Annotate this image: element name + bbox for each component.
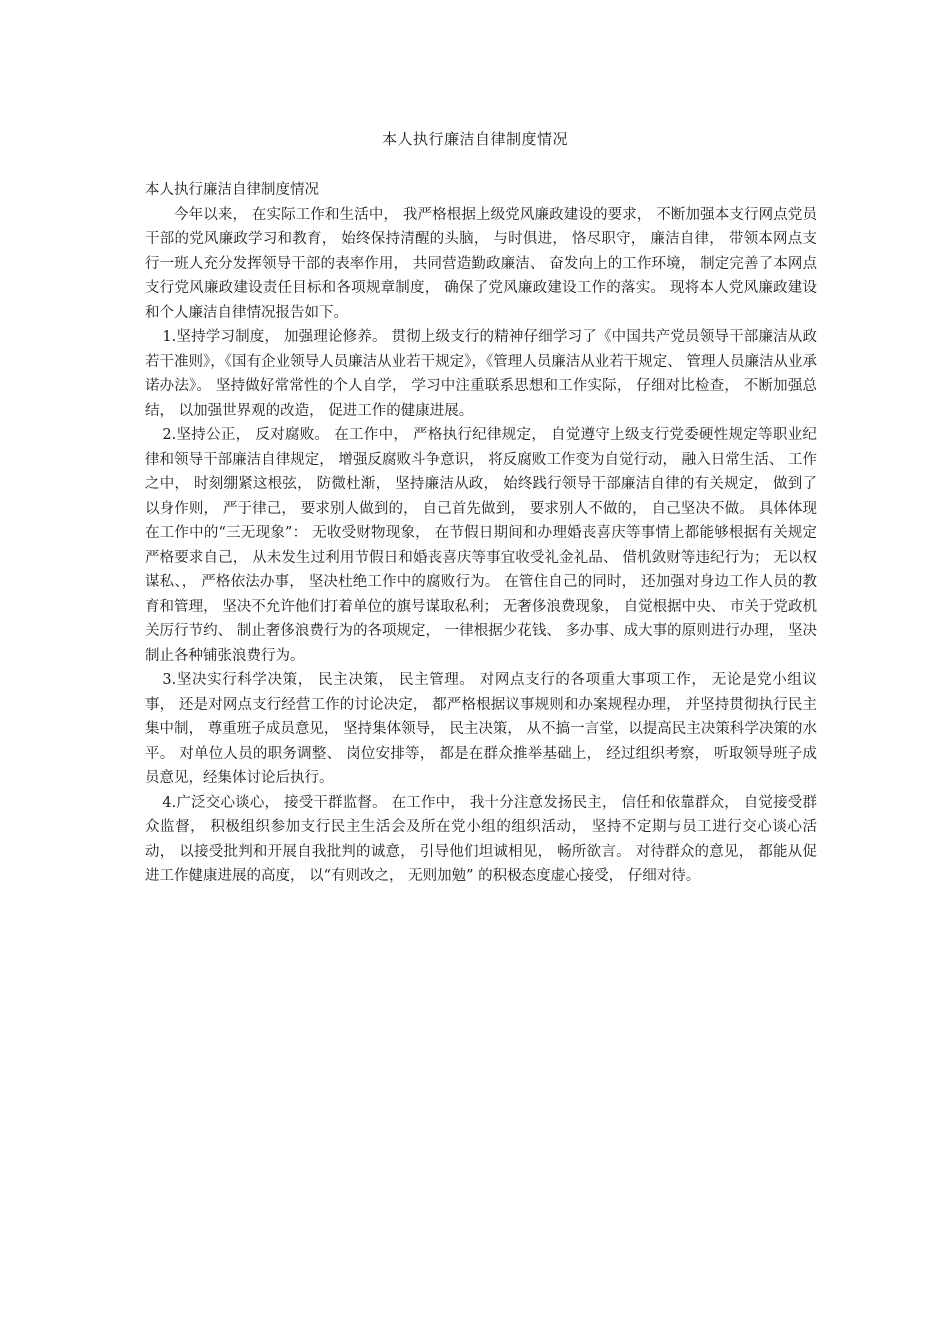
intro-paragraph: 今年以来， 在实际工作和生活中， 我严格根据上级党风廉政建设的要求， 不断加强本支行网点党员干部的党风廉政学习和教育， 始终保持清醒的头脑， 与时俱进， 恪尽职守， 廉洁自律， 带领本网点支行一班人充分发挥领导干部的表率作用， 共同营造勤政廉洁、 奋发向上的工作环境， 制定完善了本网点支行党风廉政建设责任目标和各项规章制度， 确保了党风廉政建设工作的落实。 现将本人党风廉政建设和个人廉洁自律情况报告如下。 (145, 206, 817, 321)
section-3-paragraph: 3.坚决实行科学决策， 民主决策， 民主管理。 对网点支行的各项重大事项工作， 无论是党小组议事， 还是对网点支行经营工作的讨论决定， 都严格根据议事规则和办案规程办理， 并坚持贯彻执行民主集中制， 尊重班子成员意见， 坚持集体领导， 民主决策， 从不搞一言堂，以提高民主决策科学决策的水平。 对单位人员的职务调整、 岗位安排等， 都是在群众推举基础上， 经过组织考察， 听取领导班子成员意见，经集体讨论后执行。 (145, 672, 817, 786)
document-body (145, 178, 817, 889)
section-4-paragraph: 4.广泛交心谈心， 接受干群监督。 在工作中， 我十分注意发扬民主， 信任和依靠群众， 自觉接受群众监督， 积极组织参加支行民主生活会及所在党小组的组织活动， 坚持不定期与员工进行交心谈心活动， 以接受批判和开展自我批判的诚意， 引导他们坦诚相见， 畅所欲言。 对待群众的意见， 都能从促进工作健康进展的高度， 以“有则改之， 无则加勉” 的积极态度虚心接受， 仔细对待。 (145, 794, 817, 884)
document-subtitle: 本人执行廉洁自律制度情况 (145, 182, 319, 198)
document-title: 本人执行廉洁自律制度情况 (381, 130, 568, 148)
section-1-paragraph: 1.坚持学习制度， 加强理论修养。 贯彻上级支行的精神仔细学习了《中国共产党员领导干部廉洁从政若干准则》，《国有企业领导人员廉洁从业若干规定》，《管理人员廉洁从业若干规定、 管理人员廉洁从业承诺办法》。 坚持做好常常性的个人自学， 学习中注重联系思想和工作实际， 仔细对比检查， 不断加强总结， 以加强世界观的改造， 促进工作的健康进展。 (145, 329, 817, 419)
section-2-paragraph: 2.坚持公正， 反对腐败。 在工作中， 严格执行纪律规定， 自觉遵守上级支行党委硬性规定等职业纪律和领导干部廉洁自律规定， 增强反腐败斗争意识， 将反腐败工作变为自觉行动， 融入日常生活、 工作之中， 时刻绷紧这根弦， 防微杜渐， 坚持廉洁从政， 始终践行领导干部廉洁自律的有关规定， 做到了以身作则， 严于律己， 要求别人做到的， 自己首先做到， 要求别人不做的， 自己坚决不做。 具体体现在工作中的“三无现象”： 无收受财物现象， 在节假日期间和办理婚丧喜庆等事情上都能够根据有关规定严格要求自己， 从未发生过利用节假日和婚丧喜庆等事宜收受礼金礼品、 借机敛财等违纪行为； 无以权谋私、， 严格依法办事， 坚决杜绝工作中的腐败行为。 在管住自己的同时， 还加强对身边工作人员的教育和管理， 坚决不允许他们打着单位的旗号谋取私利； 无奢侈浪费现象， 自觉根据中央、 市关于党政机关厉行节约、 制止奢侈浪费行为的各项规定， 一律根据少花钱、 多办事、成大事的原则进行办理， 坚决制止各种铺张浪费行为。 (145, 427, 817, 664)
